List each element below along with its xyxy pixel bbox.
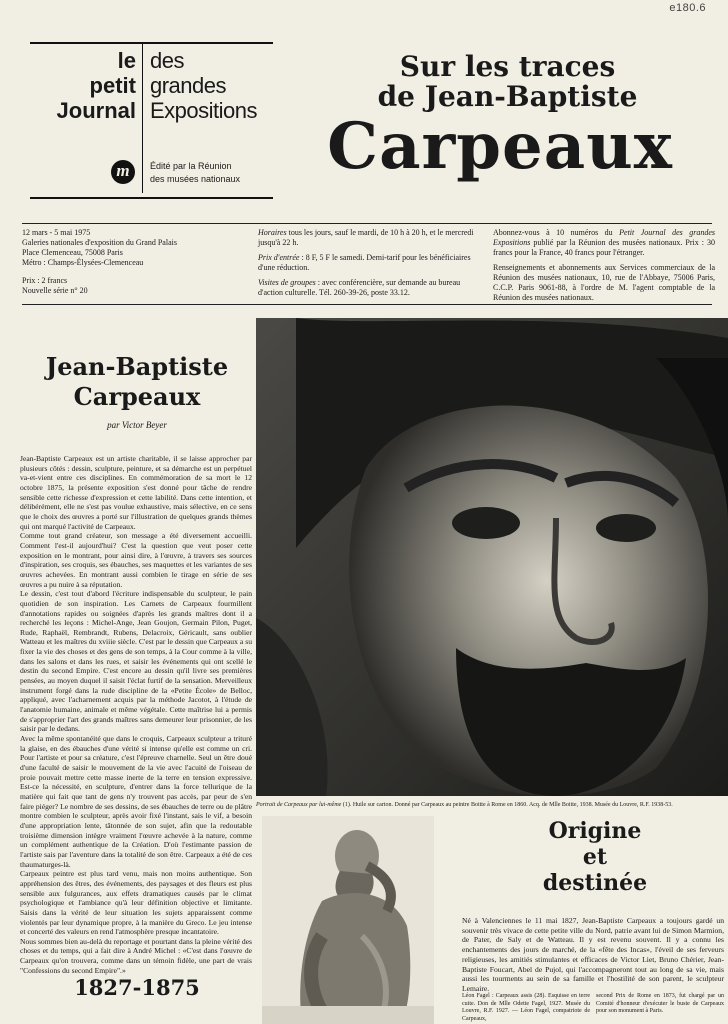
statue-photo <box>262 816 434 1024</box>
issue-series: Nouvelle série n° 20 <box>22 286 88 295</box>
publisher-line-1: Édité par la Réunion <box>150 161 232 171</box>
headline-line-2: de Jean-Baptiste <box>377 80 638 113</box>
masthead-word-le: le <box>117 48 136 73</box>
info-top-rule <box>22 223 712 224</box>
article-paragraph: Jean-Baptiste Carpeaux est un artiste charitable, il se laisse approcher par plusieurs côtés : dessin, sculpture, peinture, et sa démarche est un perpétuel va-et-vient entre ces disciplines. En commémoration de sa mort le 12 octobre 1875, la présente exposition s'est donné pour tâche de rendre sensible cette richesse d'expression et cette labilité. Dans cette intention, et délibérément, elle ne s'est pas voulue exhaustive, mais sélective, en ce sens que le choix des œuvres a porté sur l'illustration de quelques grands thèmes qui ont marqué l'activité de Carpeaux. <box>20 454 252 531</box>
headline-subtitle <box>310 52 705 112</box>
origin-heading-line-2: et <box>582 844 608 870</box>
subscribe-text-a: Abonnez-vous à 10 numéros du <box>493 228 620 237</box>
info-bottom-rule <box>22 304 712 305</box>
masthead-divider <box>142 44 143 193</box>
masthead-title-left <box>30 48 136 123</box>
origin-body: Né à Valenciennes le 11 mai 1827, Jean-Baptiste Carpeaux a toujours gardé un souvenir très vivace de cette petite ville du Nord, patrie avant lui de Simon Marmion, de Pater, de Saly et de Watteau. Il y est revenu souvent. Il y a connu les enchantements des jours de marché, de la «fête des Incas», l'éveil de ses ferveurs religieuses, les amitiés stimulantes et efficaces de Victor Liet, Bruno Chérier, Jean-Baptiste Foucart, Abel de Pujol, qui l'accompagneront tout au long de sa vie, mais aussi les tourments au sein de sa famille et l'hostilité de son parent, le sculpteur Lemaire. <box>462 916 724 993</box>
headline-line-1: Sur les traces <box>399 50 616 83</box>
article-paragraph: Comme tout grand créateur, son message a été diversement accueilli. Comment l'est-il aujourd'hui? C'est la question que veut poser cette exposition en le montrant, pour ainsi dire, à l'œuvre, à travers ses sources d'inspiration, ses croquis, ses ébauches, ses maquettes et les variantes de ses œuvres achevées. En montrant aussi combien le tirage en série de ses œuvres a pu nuire à sa réputation. <box>20 531 252 589</box>
entry-text: : 8 F, 5 F le samedi. Demi-tarif pour les bénéficiaires d'une réduction. <box>258 253 471 272</box>
subscribe-text-b: publié par la Réunion des musées nationaux. Prix : 30 francs pour la France, 40 francs pour l'étranger. <box>493 238 715 257</box>
article-paragraph: Nous sommes bien au-delà du reportage et pourtant dans la pleine vérité des choses et du temps, qui a fait dire à André Michel : «C'est dans l'œuvre de Carpeaux qu'on trouvera, comme dans un témoin fidèle, une part de vrais "Confessions du second Empire".» <box>20 936 252 975</box>
life-dates: 1827-1875 <box>74 975 200 1000</box>
portrait-caption <box>256 801 728 809</box>
groups-text: : avec conférencière, sur demande au bureau d'action culturelle. Tél. 260-39-26, poste 33.12. <box>258 278 461 297</box>
hours-label: Horaires <box>258 228 287 237</box>
masthead-word-grandes: grandes <box>150 73 227 98</box>
portrait-caption-title: Portrait de Carpeaux par lui-même <box>256 802 342 808</box>
rmn-logo-icon: m <box>111 160 135 184</box>
hours-text: tous les jours, sauf le mardi, de 10 h à 20 h, et le mercredi jusqu'à 22 h. <box>258 228 474 247</box>
masthead-word-journal: Journal <box>56 98 136 123</box>
origin-heading-line-3: destinée <box>542 870 648 896</box>
archive-reference: e180.6 <box>669 2 706 14</box>
info-column-practical <box>22 228 242 296</box>
article-paragraph: Le dessin, c'est tout d'abord l'écriture indispensable du sculpteur, le pain quotidien de son inspiration. Les Carnets de Carpeaux fourmillent d'annotations rapides ou soignées d'après les grands maîtres dont il a recherché les leçons : Michel-Ange, Jean Goujon, Germain Pilon, Puget, Rude, Raphaël, Rembrandt, Rubens, Delacroix, Géricault, sans oublier Watteau et les maîtres du xviiie siècle. C'est par le dessin que Carpeaux a su fixer la vie des choses et des gens de son temps, à la Cour comme à la ville, dans les salons et dans les rues, et saisir les événements qui ont scellé le destin du second Empire. C'est encore au dessin qu'il livre ses premières pensées, au moyen duquel il saisit l'éclat furtif de la sensation. Merveilleux instrument forgé dans la rude discipline de la «Petite École» de Belloc, appliqué, avec l'acharnement acquis par la méthode Jacotot, à l'étude de l'anatomie humaine, animale et même végétale. Cette maîtrise lui a permis de s'approprier l'art des grands maîtres sans demeurer leur prisonnier, de les saisir par le dedans. <box>20 589 252 734</box>
publisher-line-2: des musées nationaux <box>150 174 241 184</box>
groups-label: Visites de groupes <box>258 278 316 287</box>
article-title-line-1: Jean-Baptiste <box>45 352 229 381</box>
portrait-caption-details: (1). Huile sur carton. Donné par Carpeaux au peintre Boitte à Rome en 1860. Acq. de Mlle Boitte, 1938. Musée du Louvre, R.F. 1938-53. <box>341 802 673 808</box>
origin-heading-line-1: Origine <box>548 818 642 844</box>
publisher-credit <box>150 160 275 186</box>
exhibition-metro: Métro : Champs-Élysées-Clemenceau <box>22 258 144 267</box>
article-title-line-2: Carpeaux <box>73 382 201 411</box>
self-portrait-image <box>256 318 728 796</box>
statue-credit-left: Léon Fagel : Carpeaux assis (28). Esquisse en terre cuite. Don de Mlle Odette Fagel, 1927. Musée du Louvre, R.F. 1927. — Léon Fagel, compatriote de Carpeaux, <box>462 993 590 1022</box>
masthead-word-petit: petit <box>89 73 136 98</box>
info-column-hours <box>258 228 476 298</box>
subscription-info: Renseignements et abonnements aux Services commerciaux de la Réunion des musées nationaux, 10, rue de l'Abbaye, 75006 Paris, C.C.P. Paris 9061-88, à l'ordre de M. l'agent comptable de la Réunion des musées nationaux. <box>493 263 715 302</box>
origin-heading <box>520 818 670 896</box>
exhibition-dates: 12 mars - 5 mai 1975 <box>22 228 91 237</box>
statue-credit-right: second Prix de Rome en 1873, fut chargé par un Comité d'honneur d'exécuter le buste de Carpeaux pour son monument à Paris. <box>596 993 724 1015</box>
article-paragraph: Avec la même spontanéité que dans le croquis, Carpeaux sculpteur a trituré la glaise, en des ébauches d'une vérité si intense qu'elle est comme un cri. Pour l'artiste et pour sa créature, c'est l'épreuve charnelle. Seul un être doué d'une faculté de saisir le mouvement de la vie avec l'acuité de l'oiseau de proie pouvait mettre cette masse inerte de la terre en tension expressive. Est-ce la nécessité, en sculpture, d'entrer dans la force tellurique de la matière qui fait que tant de gens n'y trouvent pas accès, par peur de s'en faire piéger? Le nombre de ses dessins, de ses ébauches de terre ou de plâtre montre combien le sculpteur, après avoir fixé l'instant, sais le vif, a besoin d'une appropriation lente, tâtonnée de son sujet, afin que la redoutable troisième dimension intègre vraiment l'œuvre achevée à la nature, comme un complément authentique de la Création. D'où l'estimante passion de l'artiste sais par l'aventure dans la totalité de son être. Carpeaux a été de ces thaumaturges-là. <box>20 734 252 869</box>
hours-paragraph <box>258 228 476 248</box>
groups-paragraph <box>258 278 476 298</box>
subscribe-journal-name: Petit Journal des grandes Expositions <box>493 228 715 247</box>
exhibition-address: Place Clemenceau, 75008 Paris <box>22 248 123 257</box>
masthead-word-des: des <box>150 48 184 73</box>
entry-label: Prix d'entrée <box>258 253 300 262</box>
masthead-title-right <box>150 48 275 123</box>
subscribe-paragraph <box>493 228 715 258</box>
info-column-subscription <box>493 228 715 303</box>
masthead-word-expositions: Expositions <box>150 98 258 123</box>
entry-paragraph <box>258 253 476 273</box>
issue-price: Prix : 2 francs <box>22 276 68 285</box>
seated-carpeaux-statue-illustration <box>262 816 434 1024</box>
headline-name: Carpeaux <box>327 109 673 184</box>
article-byline: par Victor Beyer <box>107 420 167 430</box>
article-title <box>22 352 252 412</box>
portrait-illustration <box>256 318 728 796</box>
exhibition-venue: Galeries nationales d'exposition du Grand Palais <box>22 238 177 247</box>
article-paragraph: Carpeaux peintre est plus tard venu, mais non moins authentique. Son appréhension des êtres, des événements, des paysages et des fleurs est plus sensible aux fulgurances, aux effets dramatiques causés par le climat psychologique et l'ambiance qu'à leur définition objective et limitante. Saisis dans la vérité de leur situation les sujets apparaissent comme violentés par leur dynamique propre, à la manière du Greco. Le jeu intense et concerté des valeurs en rend l'atmosphère presque incantatoire. <box>20 869 252 937</box>
article-body <box>20 454 252 975</box>
